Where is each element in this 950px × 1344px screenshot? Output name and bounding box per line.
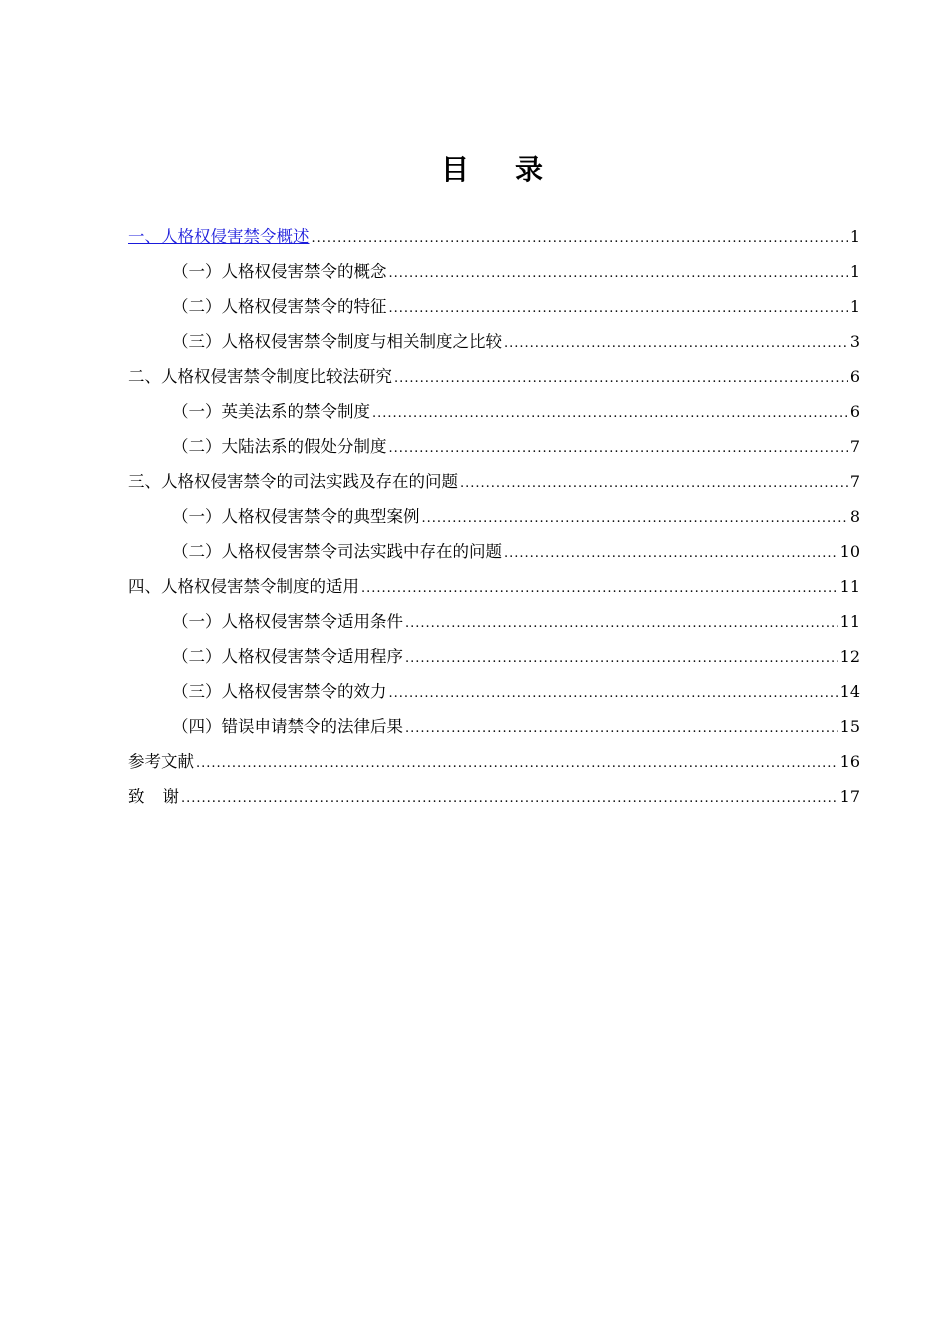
toc-entry-label-part-2: 谢 [162,787,179,806]
toc-entry-label: （二）大陆法系的假处分制度 [172,437,387,456]
toc-page-number: 11 [839,577,860,596]
table-of-contents [128,219,860,814]
toc-entry[interactable] [128,219,860,254]
toc-entry[interactable] [128,464,860,499]
toc-dot-leader [389,676,838,711]
toc-entry[interactable] [128,604,860,639]
toc-entry[interactable] [128,289,860,324]
toc-entry[interactable] [128,534,860,569]
toc-dot-leader [460,466,848,501]
toc-entry-label: （二）人格权侵害禁令司法实践中存在的问题 [172,542,502,561]
toc-page-number: 11 [839,612,860,631]
toc-page-number: 1 [849,297,860,316]
toc-entry[interactable] [128,744,860,779]
toc-entry[interactable] [128,429,860,464]
toc-dot-leader [504,536,838,571]
toc-page-number: 1 [849,262,860,281]
toc-page-number: 15 [839,717,860,736]
toc-title [0,150,950,190]
toc-entry-label: （二）人格权侵害禁令的特征 [172,297,387,316]
toc-page-number: 7 [849,472,860,491]
toc-entry-label: （二）人格权侵害禁令适用程序 [172,647,403,666]
toc-entry-label: 四、人格权侵害禁令制度的适用 [128,577,359,596]
toc-dot-leader [394,361,848,396]
toc-page-number: 14 [839,682,860,701]
toc-dot-leader [422,501,848,536]
toc-page-number: 10 [839,542,860,561]
toc-entry-label-link[interactable]: 一、人格权侵害禁令概述 [128,227,310,246]
toc-entry[interactable] [128,324,860,359]
toc-entry[interactable] [128,779,860,814]
toc-page-number: 12 [839,647,860,666]
toc-entry-label: 二、人格权侵害禁令制度比较法研究 [128,367,392,386]
toc-dot-leader [389,291,848,326]
toc-page-number: 7 [849,437,860,456]
toc-dot-leader [504,326,848,361]
toc-entry[interactable] [128,639,860,674]
toc-dot-leader [181,781,838,816]
toc-dot-leader [196,746,838,781]
toc-entry-label: （三）人格权侵害禁令制度与相关制度之比较 [172,332,502,351]
toc-entry-label: 参考文献 [128,752,194,771]
toc-entry[interactable] [128,709,860,744]
toc-dot-leader [312,221,848,256]
toc-entry[interactable] [128,254,860,289]
toc-dot-leader [361,571,838,606]
toc-title-char-2: 录 [515,153,546,186]
toc-entry-label: （一）人格权侵害禁令的典型案例 [172,507,420,526]
toc-page-number: 16 [839,752,860,771]
toc-entry-label: 三、人格权侵害禁令的司法实践及存在的问题 [128,472,458,491]
toc-dot-leader [405,641,838,676]
toc-entry[interactable] [128,499,860,534]
toc-page-number: 3 [849,332,860,351]
toc-entry[interactable] [128,674,860,709]
toc-page-number: 1 [849,227,860,246]
toc-dot-leader [405,711,838,746]
toc-dot-leader [389,256,848,291]
toc-entry-label [128,779,179,814]
toc-entry-label: （三）人格权侵害禁令的效力 [172,682,387,701]
toc-entry[interactable] [128,394,860,429]
toc-entry-label: （四）错误申请禁令的法律后果 [172,717,403,736]
toc-entry-label: （一）英美法系的禁令制度 [172,402,370,421]
toc-dot-leader [372,396,848,431]
toc-entry[interactable] [128,569,860,604]
toc-entry-label-part-1: 致 [128,787,145,806]
toc-page-number: 8 [849,507,860,526]
toc-entry-label: （一）人格权侵害禁令适用条件 [172,612,403,631]
toc-entry-label: （一）人格权侵害禁令的概念 [172,262,387,281]
toc-page-number: 6 [849,402,860,421]
toc-title-char-1: 目 [440,153,471,186]
toc-entry[interactable] [128,359,860,394]
toc-page-number: 6 [849,367,860,386]
toc-dot-leader [405,606,838,641]
toc-page-number: 17 [839,787,860,806]
toc-dot-leader [389,431,848,466]
